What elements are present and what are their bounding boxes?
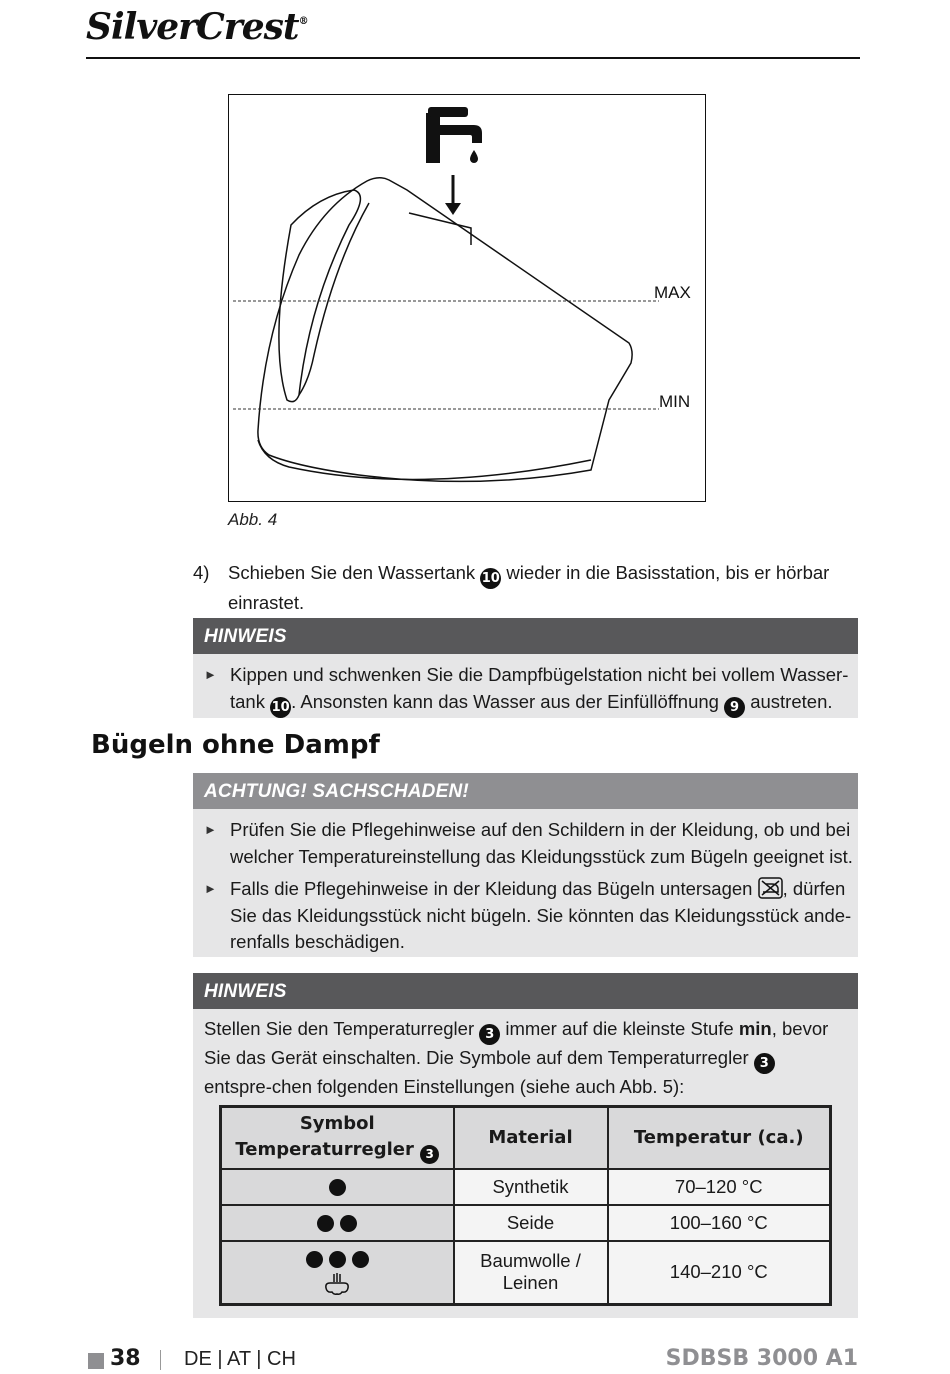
header-temperature: Temperatur (ca.): [608, 1107, 831, 1169]
temperature-cell: 100–160 °C: [608, 1205, 831, 1241]
brand-logo: SilverCrest®: [86, 6, 308, 48]
note-box-1: [193, 618, 858, 718]
dot-icon: [329, 1179, 346, 1196]
ref-10-badge: 10: [480, 568, 501, 589]
warning-bullet-2: ► Falls die Pflegehinweise in der Kleidung das Bügeln untersagen , dürfen Sie das Kleidungsstück nicht bügeln. Sie könnten das Kleidungsstück ande-renfalls beschädigen.: [193, 876, 858, 956]
water-tank-shape: [258, 178, 632, 482]
steam-icon: [322, 1272, 352, 1296]
temperature-cell: 140–210 °C: [608, 1241, 831, 1305]
section-title: Bügeln ohne Dampf: [91, 730, 380, 760]
table-row: [221, 1169, 831, 1205]
temperature-cell: 70–120 °C: [608, 1169, 831, 1205]
ref-3-badge: 3: [479, 1024, 500, 1045]
note-box-2: [193, 973, 858, 1318]
step-number: 4): [193, 562, 210, 583]
table-row: [221, 1241, 831, 1305]
dot-icon: [352, 1251, 369, 1268]
model-number: SDBSB 3000 A1: [665, 1346, 858, 1371]
step-text: Schieben Sie den Wassertank 10 wieder in die Basisstation, bis er hörbar einrastet.: [228, 562, 830, 613]
symbol-cell: [221, 1169, 454, 1205]
warning-box: [193, 773, 858, 957]
header-rule: [86, 57, 860, 59]
symbol-cell: [221, 1205, 454, 1241]
warning-bullet-1: ► Prüfen Sie die Pflegehinweise auf den Schildern in der Kleidung, ob und bei welcher Temperatureinstellung das Kleidungsstück zum Bügeln geeignet ist.: [193, 817, 858, 870]
footer-square-icon: [88, 1353, 104, 1369]
symbol-cell: [221, 1241, 454, 1305]
header-material: Material: [454, 1107, 608, 1169]
figure-caption: Abb. 4: [228, 510, 278, 529]
note-heading: HINWEIS: [193, 973, 858, 1009]
max-label: MAX: [654, 283, 691, 302]
ref-3-badge: 3: [420, 1145, 439, 1164]
table-row: [221, 1205, 831, 1241]
figure-water-tank: [228, 94, 706, 502]
faucet-icon: [426, 107, 482, 163]
material-cell: Baumwolle / Leinen: [454, 1241, 608, 1305]
dot-icon: [340, 1215, 357, 1232]
no-ironing-icon: [758, 877, 783, 899]
water-tank-illustration: [229, 95, 707, 503]
ref-9-badge: 9: [724, 697, 745, 718]
note-text: Stellen Sie den Temperaturregler 3 immer auf die kleinste Stufe min, bevor Sie das Gerät einschalten. Die Symbole auf dem Temperaturregler 3 entspre-chen folgenden Einstellungen (siehe auch Abb. 5):: [204, 1018, 829, 1097]
note-heading: HINWEIS: [193, 618, 858, 654]
dot-icon: [306, 1251, 323, 1268]
page-number: 38: [110, 1346, 141, 1371]
temperature-table: [219, 1105, 832, 1306]
note-bullet: ► Kippen und schwenken Sie die Dampfbügelstation nicht bei vollem Wasser-tank 10. Ansonsten kann das Wasser aus der Einfüllöffnung 9 austreten.: [193, 662, 858, 718]
page-footer: [88, 1346, 858, 1374]
warning-heading: ACHTUNG! SACHSCHADEN!: [193, 773, 858, 809]
table-header-row: [221, 1107, 831, 1169]
header-symbol: Symbol Temperaturregler 3: [221, 1107, 454, 1169]
ref-3-badge: 3: [754, 1053, 775, 1074]
footer-divider: [160, 1350, 161, 1370]
country-codes: DE | AT | CH: [184, 1348, 296, 1370]
ref-10-badge: 10: [270, 697, 291, 718]
dot-icon: [329, 1251, 346, 1268]
arrow-down-icon: [445, 175, 461, 215]
dot-icon: [317, 1215, 334, 1232]
material-cell: Seide: [454, 1205, 608, 1241]
material-cell: Synthetik: [454, 1169, 608, 1205]
min-label: MIN: [659, 392, 691, 411]
